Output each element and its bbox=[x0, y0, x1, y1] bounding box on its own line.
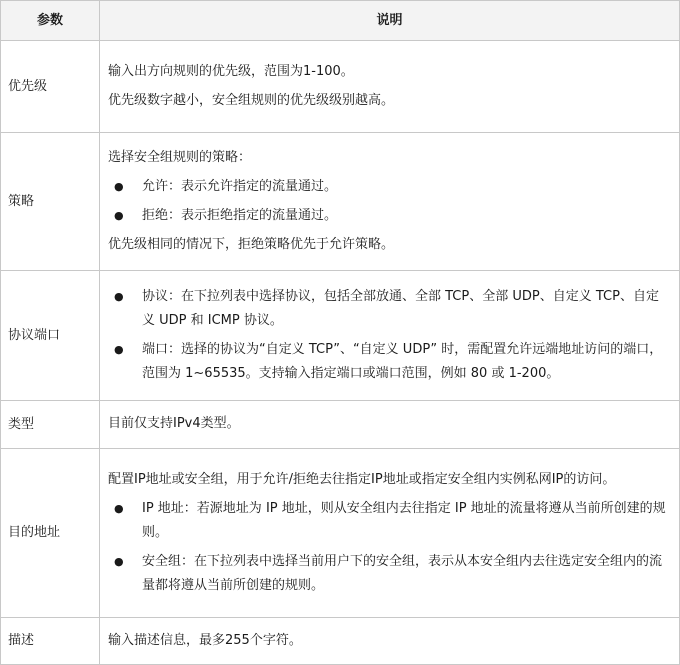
bullet-icon: ● bbox=[114, 554, 124, 568]
param-name: 策略 bbox=[1, 133, 100, 271]
bullet-list bbox=[108, 285, 669, 386]
list-item-text: 允许：表示允许指定的流量通过。 bbox=[142, 178, 338, 194]
param-desc bbox=[100, 618, 680, 665]
list-item bbox=[108, 285, 669, 333]
table-row bbox=[1, 271, 680, 401]
desc-line: 优先级数字越小，安全组规则的优先级级别越高。 bbox=[108, 92, 395, 108]
list-item bbox=[108, 338, 669, 386]
list-item bbox=[108, 550, 669, 598]
list-item-text: 端口：选择的协议为“自定义 TCP”、“自定义 UDP” 时，需配置允许远端地址访问的端口，范围为 1~65535。支持输入指定端口或端口范围，例如 80 或 1-200。 bbox=[142, 341, 663, 381]
desc-line: 目前仅支持IPv4类型。 bbox=[108, 416, 240, 431]
list-item-text: 安全组：在下拉列表中选择当前用户下的安全组，表示从本安全组内去往选定安全组内的流量都将遵从当前所创建的规则。 bbox=[142, 553, 663, 593]
desc-line: 配置IP地址或安全组，用于允许/拒绝去往指定IP地址或指定安全组内实例私网IP的访问。 bbox=[108, 471, 616, 487]
param-name: 描述 bbox=[1, 618, 100, 665]
list-item-text: IP 地址：若源地址为 IP 地址，则从安全组内去往指定 IP 地址的流量将遵从当前所创建的规则。 bbox=[142, 500, 666, 540]
param-name: 目的地址 bbox=[1, 449, 100, 618]
bullet-list bbox=[108, 175, 669, 228]
table-header-row bbox=[1, 1, 680, 41]
list-item bbox=[108, 175, 669, 199]
bullet-icon: ● bbox=[114, 179, 124, 193]
param-desc bbox=[100, 41, 680, 133]
header-param: 参数 bbox=[1, 1, 100, 41]
list-item bbox=[108, 497, 669, 545]
param-name: 类型 bbox=[1, 401, 100, 449]
desc-line: 优先级相同的情况下，拒绝策略优先于允许策略。 bbox=[108, 236, 395, 252]
list-item-text: 拒绝：表示拒绝指定的流量通过。 bbox=[142, 207, 338, 223]
table-row bbox=[1, 618, 680, 665]
bullet-icon: ● bbox=[114, 289, 124, 303]
param-desc bbox=[100, 271, 680, 401]
param-desc bbox=[100, 449, 680, 618]
bullet-icon: ● bbox=[114, 501, 124, 515]
desc-line: 输入描述信息，最多255个字符。 bbox=[108, 632, 302, 648]
table-row bbox=[1, 401, 680, 449]
desc-line: 选择安全组规则的策略： bbox=[108, 149, 252, 165]
list-item-text: 协议：在下拉列表中选择协议，包括全部放通、全部 TCP、全部 UDP、自定义 TCP、自定义 UDP 和 ICMP 协议。 bbox=[142, 288, 659, 328]
bullet-icon: ● bbox=[114, 208, 124, 222]
header-desc: 说明 bbox=[100, 1, 680, 41]
bullet-list bbox=[108, 497, 669, 598]
param-desc bbox=[100, 133, 680, 271]
bullet-icon: ● bbox=[114, 342, 124, 356]
table-row bbox=[1, 133, 680, 271]
desc-line: 输入出方向规则的优先级，范围为1-100。 bbox=[108, 63, 354, 79]
param-name: 优先级 bbox=[1, 41, 100, 133]
list-item bbox=[108, 204, 669, 228]
param-name: 协议端口 bbox=[1, 271, 100, 401]
param-desc bbox=[100, 401, 680, 449]
table-row bbox=[1, 449, 680, 618]
table-row bbox=[1, 41, 680, 133]
